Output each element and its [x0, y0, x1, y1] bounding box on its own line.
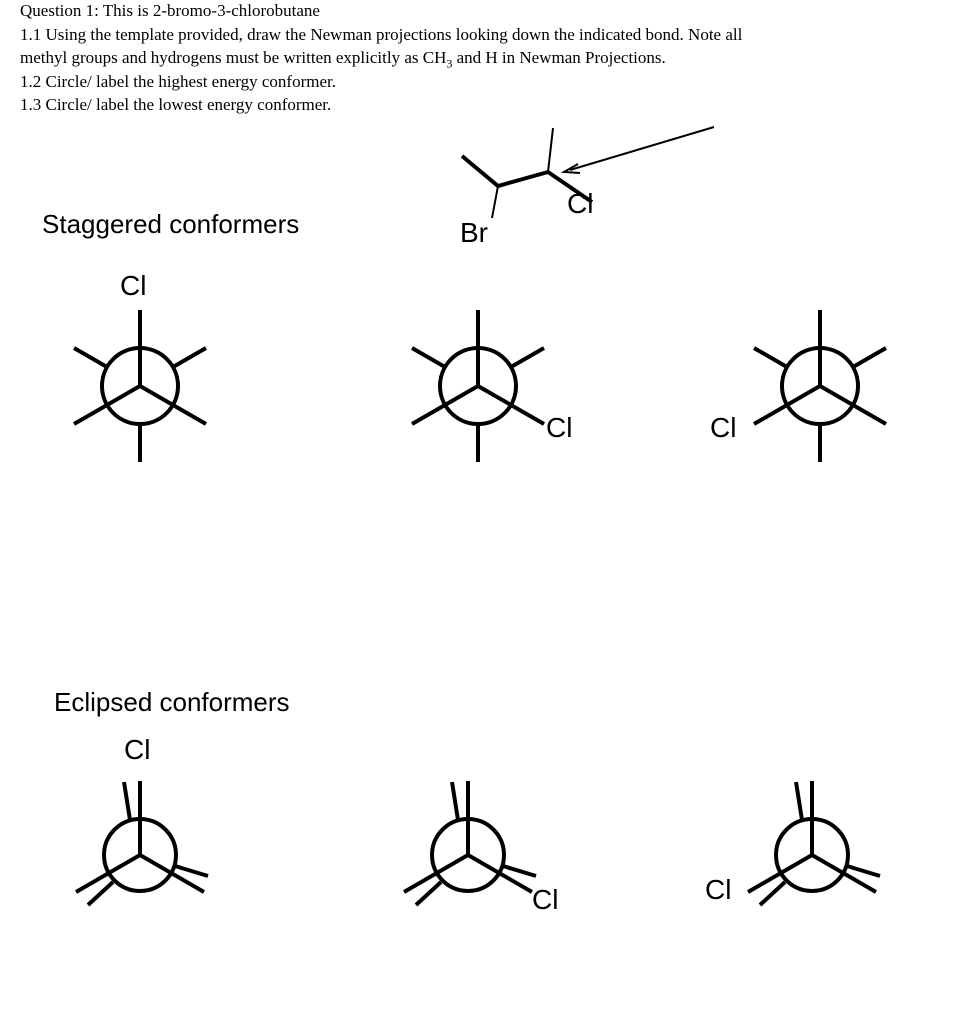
c-br-bond — [492, 186, 498, 218]
question-1-2: 1.2 Circle/ label the highest energy conformer. — [20, 72, 336, 91]
indicator-arrow — [570, 127, 714, 170]
newman-staggered-2 — [412, 310, 544, 462]
subscript-3: 3 — [446, 56, 453, 71]
rear-bond-lower-right — [847, 866, 880, 876]
staggered-heading: Staggered conformers — [42, 209, 300, 239]
question-title: Question 1: This is 2-bromo-3-chlorobutane — [20, 1, 320, 20]
front-bond-lower-left — [754, 386, 820, 424]
front-bond-lower-right — [478, 386, 544, 424]
newman-staggered-3 — [754, 310, 886, 462]
question-1-1-line-2-end: and H in Newman Projections. — [452, 48, 666, 67]
rear-bond-up — [124, 782, 130, 820]
rear-bond-lower-right — [175, 866, 208, 876]
rear-bond-up — [796, 782, 802, 820]
rear-bond-upper-right — [853, 348, 886, 367]
rear-bond-lower-left — [760, 882, 785, 905]
newman-eclipsed-1 — [76, 781, 208, 905]
eclipsed-heading: Eclipsed conformers — [54, 687, 290, 717]
staggered-3-cl-label: Cl — [710, 412, 737, 443]
rear-bond-upper-right — [511, 348, 544, 367]
staggered-1-cl-label: Cl — [120, 270, 147, 301]
eclipsed-2-cl-label: Cl — [532, 884, 559, 915]
newman-eclipsed-2 — [404, 781, 536, 905]
question-1-3: 1.3 Circle/ label the lowest energy conformer. — [20, 95, 332, 114]
rear-bond-upper-left — [412, 348, 445, 367]
methyl-bond — [548, 128, 553, 172]
eclipsed-1-cl-label: Cl — [124, 734, 151, 765]
rear-bond-lower-left — [88, 882, 113, 905]
newman-staggered-1 — [74, 310, 206, 462]
chlorine-label: Cl — [567, 188, 594, 219]
front-bond-lower-right — [140, 386, 206, 424]
rear-bond-lower-right — [503, 866, 536, 876]
staggered-2-cl-label: Cl — [546, 412, 573, 443]
question-1-1-line-2-start: methyl groups and hydrogens must be written explicitly as CH — [20, 48, 447, 67]
question-1-1-line-1: 1.1 Using the template provided, draw the Newman projections looking down the indicated bond. Note all — [20, 25, 743, 44]
newman-eclipsed-3 — [748, 781, 880, 905]
front-bond-lower-left — [412, 386, 478, 424]
front-bond-lower-left — [74, 386, 140, 424]
bromine-label: Br — [460, 217, 488, 248]
eclipsed-3-cl-label: Cl — [705, 874, 732, 905]
rear-bond-lower-left — [416, 882, 441, 905]
rear-bond-upper-left — [74, 348, 107, 367]
rear-bond-up — [452, 782, 458, 820]
rear-bond-upper-right — [173, 348, 206, 367]
rear-bond-upper-left — [754, 348, 787, 367]
front-bond-lower-right — [820, 386, 886, 424]
